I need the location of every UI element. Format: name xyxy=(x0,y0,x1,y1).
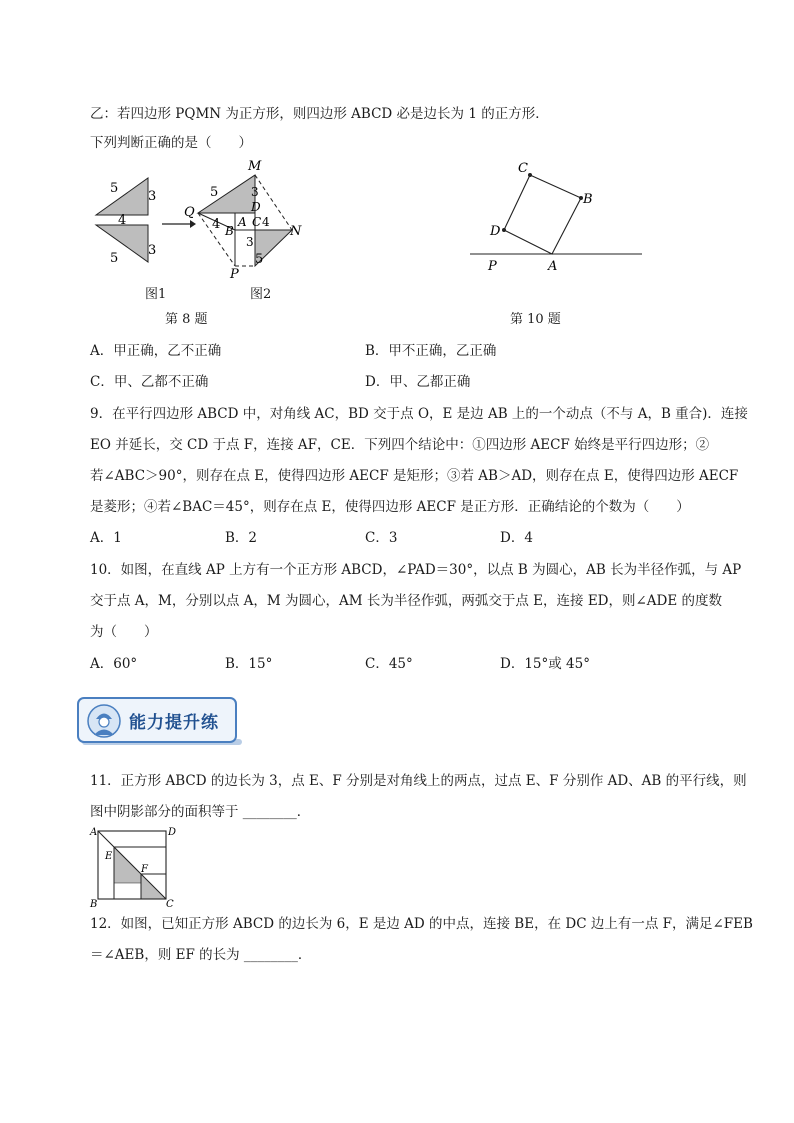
q8-fig2-caption: 图2 xyxy=(250,287,272,302)
q11-label-E: E xyxy=(105,851,113,862)
q9-option-b[interactable]: B．2 xyxy=(225,530,258,546)
q8-figure-1 xyxy=(88,170,158,270)
fig2-label-3b: 3 xyxy=(246,235,254,249)
q10-line-2: 交于点 A，M，分别以点 A，M 为圆心，AM 长为半径作弧，两弧交于点 E，连接 ED，则∠ADE 的度数 xyxy=(90,593,723,609)
q8-figure-2 xyxy=(180,158,310,283)
q10-label-P: P xyxy=(488,259,497,274)
banner-title: 能力提升练 xyxy=(129,713,219,733)
q10-option-b[interactable]: B．15° xyxy=(225,656,273,672)
q12-line-1: 12．如图，已知正方形 ABCD 的边长为 6，E 是边 AD 的中点，连接 BE，在 DC 边上有一点 F，满足∠FEB xyxy=(90,916,753,932)
q9-option-d[interactable]: D．4 xyxy=(500,530,533,546)
q10-label-B: B xyxy=(583,192,593,207)
q10-square-abcd xyxy=(504,175,581,254)
q10-line-1: 10．如图，在直线 AP 上方有一个正方形 ABCD，∠PAD＝30°，以点 B 为圆心，AB 长为半径作弧，与 AP xyxy=(90,562,742,578)
fig2-label-A: A xyxy=(238,215,247,229)
q12-line-2: ＝∠AEB，则 EF 的长为 ________． xyxy=(90,947,312,963)
q10-option-c[interactable]: C．45° xyxy=(365,656,413,672)
fig2-label-B: B xyxy=(225,224,234,238)
engineer-avatar-icon xyxy=(87,704,121,738)
q9-line-3: 若∠ABC＞90°，则存在点 E，使得四边形 AECF 是矩形；③若 AB＞AD，则存在点 E，使得四边形 AECF xyxy=(90,468,739,484)
q9-line-4: 是菱形；④若∠BAC＝45°，则存在点 E，使得四边形 AECF 是正方形．正确结论的个数为（ ） xyxy=(90,499,690,515)
q9-line-2: EO 并延长，交 CD 于点 F，连接 AF，CE．下列四个结论中：①四边形 AECF 始终是平行四边形；② xyxy=(90,437,710,453)
q10-figure xyxy=(466,158,646,276)
q9-line-1: 9．在平行四边形 ABCD 中，对角线 AC，BD 交于点 O，E 是边 AB 上的一个动点（不与 A，B 重合)．连接 xyxy=(90,406,748,422)
q8-option-c[interactable]: C．甲、乙都不正确 xyxy=(90,374,209,390)
q8-figure-label: 第 8 题 xyxy=(165,312,208,327)
fig1-label-base: 4 xyxy=(118,213,127,228)
q11-line-1: 11．正方形 ABCD 的边长为 3，点 E、F 分别是对角线上的两点，过点 E、F 分别作 AD、AB 的平行线，则 xyxy=(90,773,747,789)
q11-label-C: C xyxy=(166,899,174,910)
q11-line-2: 图中阴影部分的面积等于 ________． xyxy=(90,804,311,820)
fig2-label-N: N xyxy=(290,224,302,239)
fig1-bottom-triangle xyxy=(96,225,148,262)
fig2-label-3a: 3 xyxy=(251,185,259,199)
q10-figure-caption: 第 10 题 xyxy=(510,312,561,327)
q10-label-A: A xyxy=(548,259,558,274)
q8-line-yi: 乙：若四边形 PQMN 为正方形，则四边形 ABCD 必是边长为 1 的正方形． xyxy=(90,106,549,122)
fig1-label-top-hyp: 5 xyxy=(110,181,119,196)
fig2-label-Q: Q xyxy=(184,205,195,220)
fig2-label-P: P xyxy=(230,267,239,282)
q8-option-d[interactable]: D．甲、乙都正确 xyxy=(365,374,471,390)
fig1-top-triangle xyxy=(96,178,148,215)
q10-line-3: 为（ ） xyxy=(90,624,158,640)
q8-fig1-caption: 图1 xyxy=(145,287,167,302)
fig2-label-M: M xyxy=(248,159,262,174)
q9-option-a[interactable]: A．1 xyxy=(90,530,122,546)
q10-option-d[interactable]: D．15°或 45° xyxy=(500,656,590,672)
fig2-label-4a: 4 xyxy=(212,217,221,232)
ability-practice-banner xyxy=(77,697,237,743)
fig2-label-4b: 4 xyxy=(262,215,270,229)
fig1-label-bot-hyp: 5 xyxy=(110,251,119,266)
fig2-label-C: C xyxy=(252,215,262,229)
fig2-label-5a: 5 xyxy=(210,185,219,200)
q11-label-A: A xyxy=(90,827,98,838)
q11-label-B: B xyxy=(90,899,98,910)
q8-option-b[interactable]: B．甲不正确，乙正确 xyxy=(365,343,497,359)
q8-prompt: 下列判断正确的是（ ） xyxy=(90,135,252,151)
q9-option-c[interactable]: C．3 xyxy=(365,530,398,546)
q10-label-C: C xyxy=(518,161,528,176)
fig1-label-bot-leg: 3 xyxy=(148,243,157,258)
fig1-label-top-leg: 3 xyxy=(148,189,157,204)
q10-option-a[interactable]: A．60° xyxy=(90,656,138,672)
q10-label-D: D xyxy=(490,224,501,239)
fig2-top-triangle xyxy=(198,175,255,213)
fig2-label-D: D xyxy=(251,200,261,214)
fig2-label-5b: 5 xyxy=(255,252,264,267)
q11-label-F: F xyxy=(141,864,148,875)
q8-option-a[interactable]: A．甲正确，乙不正确 xyxy=(90,343,222,359)
q11-label-D: D xyxy=(168,827,177,838)
q11-figure xyxy=(88,823,178,911)
